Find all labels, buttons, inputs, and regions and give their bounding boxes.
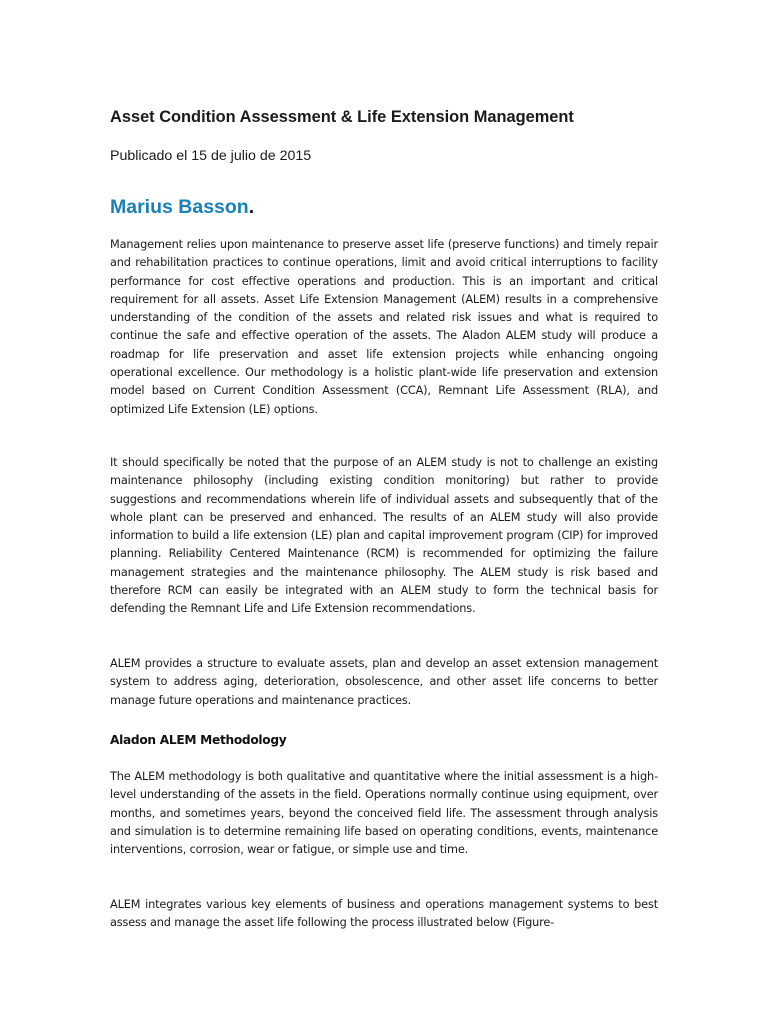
paragraph-methodology: The ALEM methodology is both qualitative and quantitative where the initial assessment is a high-level understanding of the assets in the field. Operations normally continue using equipment, over months, and sometimes years, beyond the conceived field life. The assessment through analysis and simulation is to determine remaining life based on operating conditions, events, maintenance interventions, corrosion, wear or fatigue, or simple use and time. [110, 770, 658, 857]
author-suffix: . [248, 196, 255, 218]
author-name[interactable]: Marius Basson [110, 196, 249, 218]
section-heading: Aladon ALEM Methodology [110, 733, 287, 747]
paragraph-integration: ALEM integrates various key elements of business and operations management systems to best assess and manage the asset life following the process illustrated below (Figure- [110, 898, 658, 930]
paragraph-purpose: It should specifically be noted that the purpose of an ALEM study is not to challenge an existing maintenance philosophy (including existing condition monitoring) but rather to provide suggestions and recommendations wherein life of individual assets and subsequently that of the whole plant can be preserved and enhanced. The results of an ALEM study will also provide information to build a life extension (LE) plan and capital improvement program (CIP) for improved planning. Reliability Centered Maintenance (RCM) is recommended for optimizing the failure management strategies and the maintenance philosophy. The ALEM study is risk based and therefore RCM can easily be integrated with an ALEM study to form the technical basis for defending the Remnant Life and Life Extension recommendations. [110, 456, 658, 616]
author-line [110, 196, 254, 219]
paragraph-intro: Management relies upon maintenance to preserve asset life (preserve functions) and timely repair and rehabilitation practices to continue operations, limit and avoid critical interruptions to facility performance for cost effective operations and production. This is an important and critical requirement for all assets. Asset Life Extension Management (ALEM) results in a comprehensive understanding of the condition of the assets and related risk issues and what is required to continue the safe and effective operation of the assets. The Aladon ALEM study will produce a roadmap for life preservation and asset life extension projects while enhancing ongoing operational excellence. Our methodology is a holistic plant-wide life preservation and extension model based on Current Condition Assessment (CCA), Remnant Life Assessment (RLA), and optimized Life Extension (LE) options. [110, 238, 658, 416]
paragraph-structure: ALEM provides a structure to evaluate assets, plan and develop an asset extension management system to address aging, deterioration, obsolescence, and other asset life concerns to better manage future operations and maintenance practices. [110, 657, 658, 707]
publish-date: Publicado el 15 de julio de 2015 [110, 148, 312, 164]
article-title: Asset Condition Assessment & Life Extension Management [110, 108, 574, 126]
